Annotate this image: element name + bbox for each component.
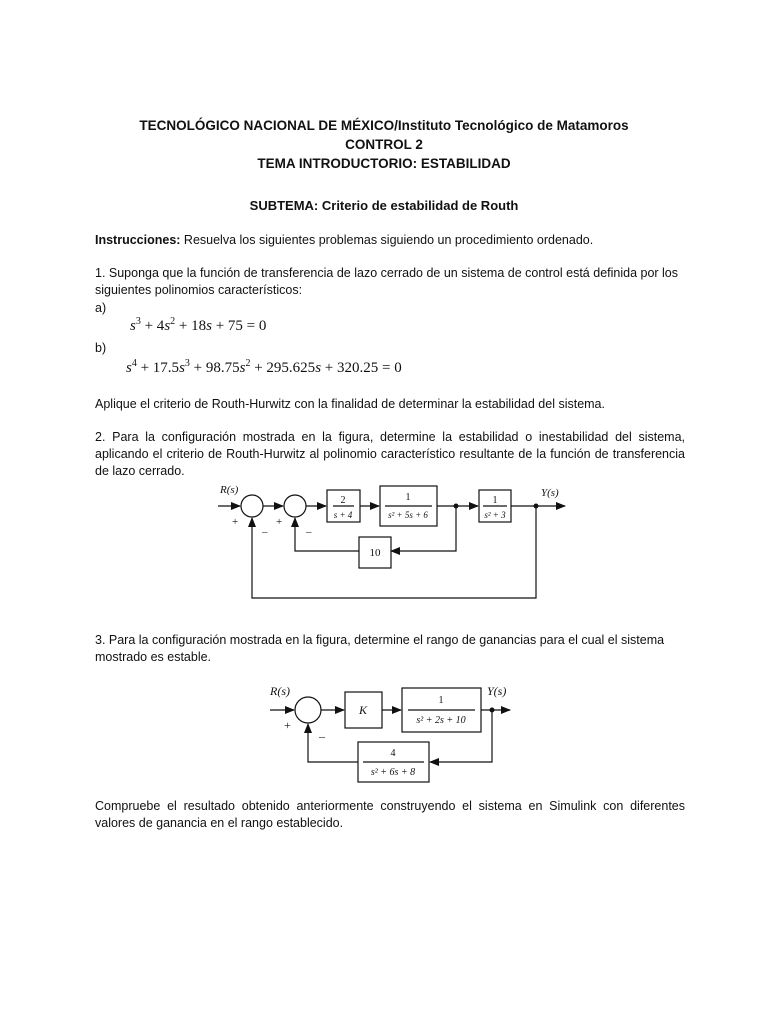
problem3-closing: Compruebe el resultado obtenido anteriormente construyendo el sistema en Simulink con diferentes valores de ganancia en el rango establecido. <box>95 799 685 830</box>
d2-forward-den: s² + 2s + 10 <box>416 715 466 726</box>
d1-block2-num: 1 <box>405 492 411 503</box>
d1-output-label: Y(s) <box>541 487 559 499</box>
d1-input-label: R(s) <box>220 484 239 496</box>
problem3-text: 3. Para la configuración mostrada en la figura, determine el rango de ganancias para el cual el sistema mostrado es estable. <box>95 633 665 664</box>
problem1-label-a: a) <box>95 301 107 315</box>
d1-sign-plus-2: + <box>276 516 283 528</box>
d1-block3-den: s² + 3 <box>484 510 506 520</box>
d2-feedback-num: 4 <box>390 748 396 759</box>
d1-feedback-gain: 10 <box>369 547 381 559</box>
d1-sign-minus-1: – <box>262 526 268 538</box>
d1-block1-den: s + 4 <box>333 510 353 520</box>
institution-title: TECNOLÓGICO NACIONAL DE MÉXICO/Instituto Tecnológico de Matamoros <box>139 118 629 133</box>
d2-sign-minus: – <box>319 729 325 743</box>
d2-gain-label: K <box>358 703 368 717</box>
subtopic-title: SUBTEMA: Criterio de estabilidad de Routh <box>249 198 519 213</box>
problem2-text: 2. Para la configuración mostrada en la figura, determine la estabilidad o inestabilidad del sistema, aplicando el criterio de Routh-Hurwitz al polinomio característico resultante de la función de transferencia de lazo cerrado. <box>95 430 685 478</box>
d1-summing-junction-2 <box>284 495 306 517</box>
d1-block1-num: 2 <box>340 495 346 506</box>
d2-feedback-den: s² + 6s + 8 <box>370 767 416 778</box>
topic-title: TEMA INTRODUCTORIO: ESTABILIDAD <box>257 156 511 171</box>
d2-output-label: Y(s) <box>487 684 507 698</box>
polynomial-b: $s^4 + 17.5s^3 + 98.75s^2 + 295.625s + 320.25 = 0$ <box>126 358 402 376</box>
polynomial-a: $s^3 + 4s^2 + 18s + 75 = 0$ <box>130 316 267 334</box>
d1-sign-minus-2: – <box>306 526 312 538</box>
d1-block3-num: 1 <box>492 495 498 506</box>
course-title: CONTROL 2 <box>345 137 423 152</box>
d1-summing-junction-1 <box>241 495 263 517</box>
instructions-text: Resuelva los siguientes problemas siguiendo un procedimiento ordenado. <box>180 233 594 247</box>
d2-sign-plus: + <box>284 718 291 732</box>
problem1-closing: Aplique el criterio de Routh-Hurwitz con la finalidad de determinar la estabilidad del sistema. <box>95 397 605 411</box>
diagram-problem3 <box>269 684 510 782</box>
d2-input-label: R(s) <box>270 684 290 698</box>
d1-block2-den: s² + 5s + 6 <box>388 510 428 520</box>
problem1-intro: 1. Suponga que la función de transferencia de lazo cerrado de un sistema de control está definida por los siguientes polinomios característicos: <box>95 266 679 297</box>
d2-forward-num: 1 <box>438 695 444 706</box>
problem1-label-b: b) <box>95 341 107 355</box>
d1-sign-plus-1: + <box>232 516 239 528</box>
instructions-label: Instrucciones: <box>95 233 181 247</box>
diagram-problem2 <box>218 484 565 598</box>
d2-summing-junction <box>295 697 321 723</box>
